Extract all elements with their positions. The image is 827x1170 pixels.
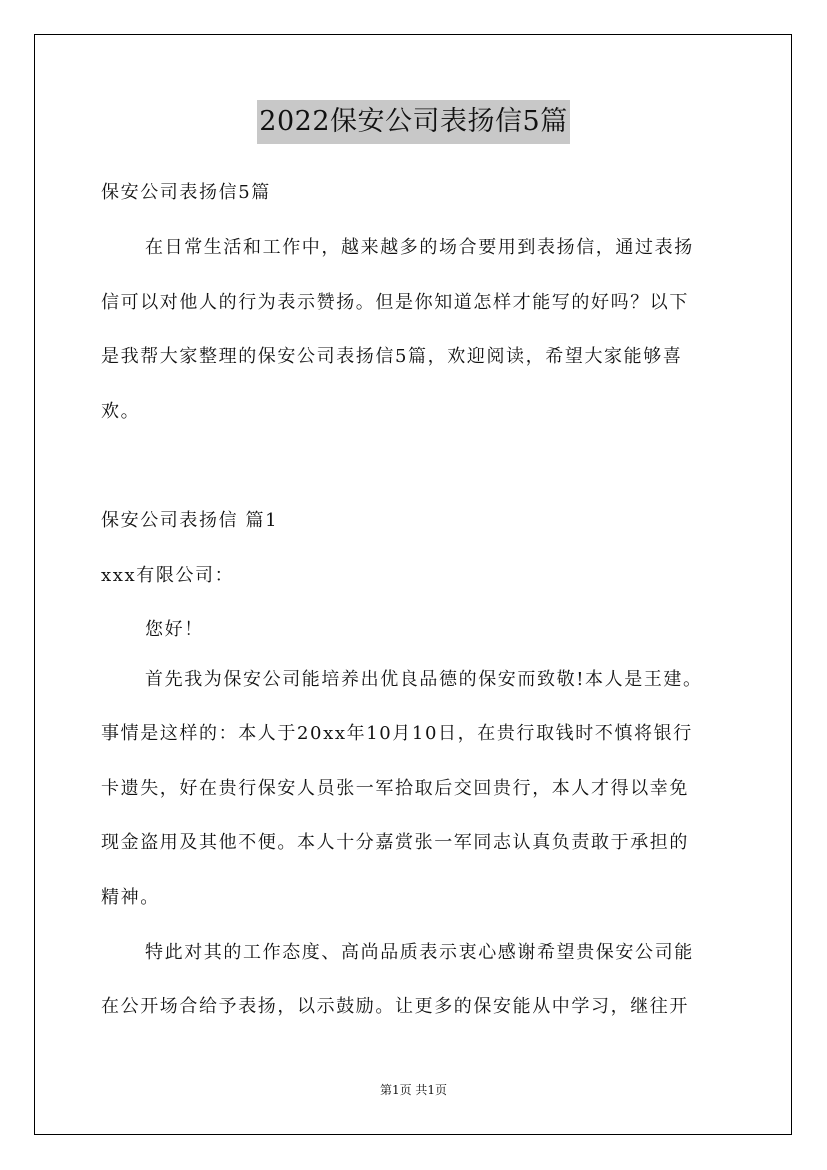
greeting: 您好！ — [145, 619, 204, 640]
body-line: 现金盗用及其他不便。本人十分嘉赏张一军同志认真负责敢于承担的 — [101, 832, 689, 853]
body-line: 特此对其的工作态度、高尚品质表示衷心感谢希望贵保安公司能 — [145, 942, 694, 963]
body-line: 事情是这样的：本人于20xx年10月10日，在贵行取钱时不慎将银行 — [101, 723, 693, 744]
body-line: 卡遗失，好在贵行保安人员张一军拾取后交回贵行，本人才得以幸免 — [101, 778, 689, 799]
body-line: 在公开场合给予表扬，以示鼓励。让更多的保安能从中学习，继往开 — [101, 996, 689, 1017]
intro-line: 是我帮大家整理的保安公司表扬信5篇，欢迎阅读，希望大家能够喜 — [101, 346, 683, 367]
intro-line: 信可以对他人的行为表示赞扬。但是你知道怎样才能写的好吗？以下 — [101, 292, 689, 313]
salutation: xxx有限公司： — [101, 565, 235, 586]
subtitle: 保安公司表扬信5篇 — [101, 182, 271, 203]
document-title: 2022保安公司表扬信5篇 — [257, 100, 569, 144]
intro-line: 欢。 — [101, 401, 141, 422]
page-footer: 第1页 共1页 — [379, 1083, 448, 1097]
intro-line: 在日常生活和工作中，越来越多的场合要用到表扬信，通过表扬 — [145, 237, 694, 258]
section-heading: 保安公司表扬信 篇1 — [101, 510, 279, 531]
body-line: 首先我为保安公司能培养出优良品德的保安而致敬!本人是王建。 — [145, 669, 703, 690]
body-line: 精神。 — [101, 887, 160, 908]
title-container — [0, 100, 827, 144]
